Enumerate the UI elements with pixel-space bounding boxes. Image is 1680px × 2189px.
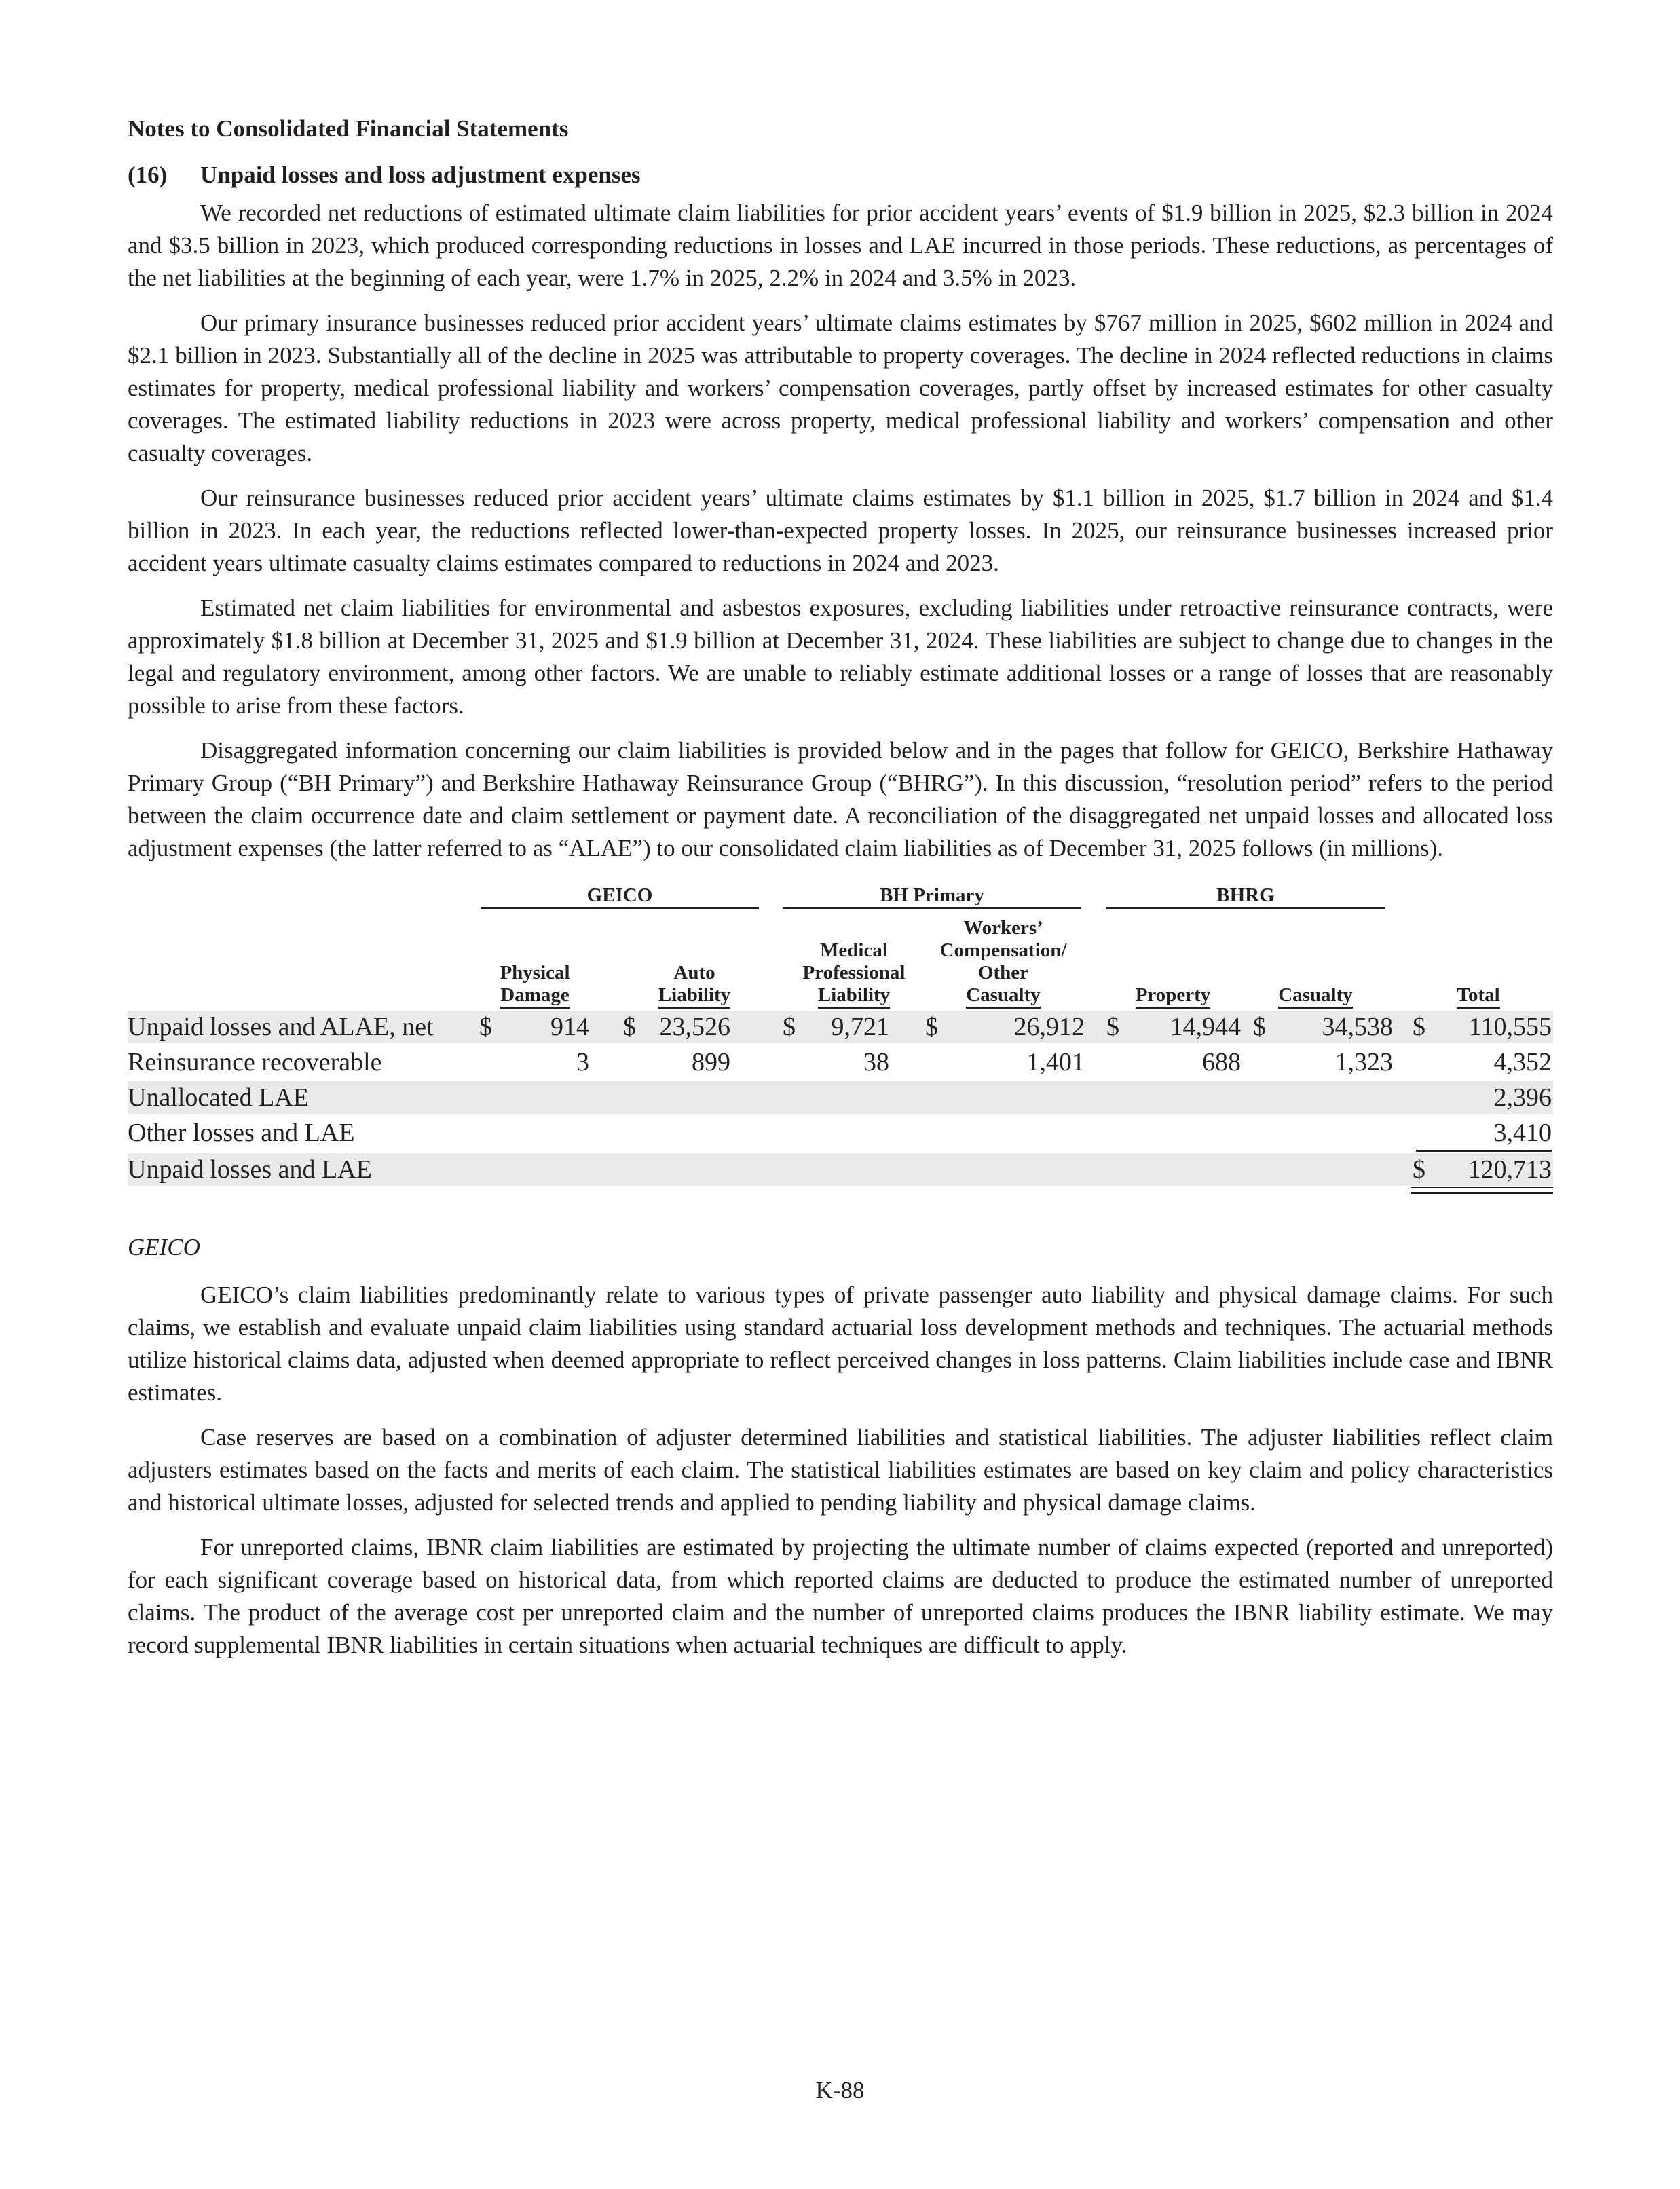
currency-symbol: $ [783, 1013, 796, 1041]
column-headers [128, 908, 1553, 1009]
table-row [128, 1117, 1553, 1149]
currency-symbol: $ [1413, 1155, 1425, 1184]
value-workers-comp: 1,401 [1026, 1048, 1085, 1077]
currency-symbol: $ [623, 1013, 636, 1041]
group-header-bhrg: BHRG [1106, 884, 1385, 909]
column-header-medical-professional-liability: Medical Professional Liability [783, 939, 925, 1009]
column-header-physical-damage: Physical Damage [487, 962, 582, 1009]
paragraph: For unreported claims, IBNR claim liabilities are estimated by projecting the ultimate number of claims expected (reported and unreported) for each significant coverage based on historical data, from which reported claims are deducted to produce the estimated number of unreported claims. The product of the average cost per unreported claim and the number of unreported claims produces the IBNR liability estimate. We may record supplemental IBNR liabilities in certain situations when actuarial techniques are difficult to apply. [128, 1534, 1553, 1658]
row-label: Unpaid losses and LAE [128, 1155, 372, 1184]
currency-symbol: $ [1253, 1013, 1266, 1041]
currency-symbol: $ [1413, 1013, 1425, 1041]
table-row [128, 1011, 1553, 1043]
page [128, 114, 1553, 1674]
paragraph: Case reserves are based on a combination of adjuster determined liabilities and statistical liabilities. The adjuster liabilities reflect claim adjusters estimates based on the facts and merits of each claim. The statistical liabilities estimates are based on key claim and policy characteristics and historical ultimate losses, adjusted for selected trends and applied to pending liability and physical damage claims. [128, 1424, 1553, 1516]
claim-liabilities-table [128, 877, 1553, 1216]
subheading-geico: GEICO [128, 1234, 200, 1260]
value-medical-professional: 9,721 [831, 1013, 889, 1041]
column-header-total: Total [1411, 984, 1546, 1009]
table-row [128, 1153, 1553, 1186]
value-auto-liability: 899 [692, 1048, 730, 1077]
paragraph: Estimated net claim liabilities for environmental and asbestos exposures, excluding liabilities under retroactive reinsurance contracts, were approximately $1.8 billion at December 31, 2025 and $1.9 billion at December 31, 2024. These liabilities are subject to change due to changes in the legal and regulatory environment, among other factors. We are unable to reliably estimate additional losses or a range of losses that are reasonably possible to arise from these factors. [128, 595, 1553, 719]
grand-total-double-rule [1411, 1187, 1553, 1194]
value-total: 4,352 [1493, 1048, 1552, 1077]
paragraph: Our reinsurance businesses reduced prior accident years’ ultimate claims estimates by $1.1 billion in 2025, $1.7 billion in 2024 and $1.4 billion in 2023. In each year, the reductions reflected lower-than-expected property losses. In 2025, our reinsurance businesses increased prior accident years ultimate casualty claims estimates compared to reductions in 2024 and 2023. [128, 485, 1553, 576]
section-number: (16) [128, 162, 168, 188]
section-title [128, 160, 1553, 190]
value-physical-damage: 914 [550, 1013, 589, 1041]
group-header-geico: GEICO [481, 884, 759, 909]
row-label: Unpaid losses and ALAE, net [128, 1013, 434, 1041]
value-total: 120,713 [1468, 1155, 1552, 1184]
page-number: K-88 [815, 2077, 865, 2103]
currency-symbol: $ [479, 1013, 492, 1041]
currency-symbol: $ [1106, 1013, 1119, 1041]
section-heading: Unpaid losses and loss adjustment expenses [200, 162, 641, 188]
value-medical-professional: 38 [863, 1048, 889, 1077]
value-auto-liability: 23,526 [659, 1013, 730, 1041]
table-row [128, 1046, 1553, 1079]
paragraph: Disaggregated information concerning our claim liabilities is provided below and in the pages that follow for GEICO, Berkshire Hathaway Primary Group (“BH Primary”) and Berkshire Hathaway Reinsurance Group (“BHRG”). In this discussion, “resolution period” refers to the period between the claim occurrence date and claim settlement or payment date. A reconciliation of the disaggregated net unpaid losses and allocated loss adjustment expenses (the latter referred to as “ALAE”) to our consolidated claim liabilities as of December 31, 2025 follows (in millions). [128, 737, 1553, 861]
value-physical-damage: 3 [576, 1048, 589, 1077]
value-property: 688 [1202, 1048, 1241, 1077]
paragraph: We recorded net reductions of estimated ultimate claim liabilities for prior accident years’ events of $1.9 billion in 2025, $2.3 billion in 2024 and $3.5 billion in 2023, which produced corresponding reductions in losses and LAE incurred in those periods. These reductions, as percentages of the net liabilities at the beginning of each year, were 1.7% in 2025, 2.2% in 2024 and 3.5% in 2023. [128, 200, 1553, 291]
paragraph: GEICO’s claim liabilities predominantly relate to various types of private passenger auto liability and physical damage claims. For such claims, we establish and evaluate unpaid claim liabilities using standard actuarial loss development methods and techniques. The actuarial methods utilize historical claims data, adjusted when deemed appropriate to reflect perceived changes in loss patterns. Claim liabilities include case and IBNR estimates. [128, 1281, 1553, 1406]
column-header-property: Property [1105, 984, 1241, 1009]
column-header-workers-compensation: Workers’ Compensation/ Other Casualty [922, 917, 1085, 1009]
value-casualty: 34,538 [1322, 1013, 1393, 1041]
column-header-auto-liability: Auto Liability [643, 962, 745, 1009]
value-total: 2,396 [1493, 1083, 1552, 1112]
group-header-bh-primary: BH Primary [783, 884, 1081, 909]
currency-symbol: $ [925, 1013, 938, 1041]
value-total: 3,410 [1493, 1119, 1552, 1147]
row-label: Reinsurance recoverable [128, 1048, 382, 1077]
row-label: Other losses and LAE [128, 1119, 355, 1147]
subtotal-rule [1416, 1150, 1552, 1152]
value-casualty: 1,323 [1334, 1048, 1393, 1077]
row-label: Unallocated LAE [128, 1083, 309, 1112]
value-total: 110,555 [1468, 1013, 1552, 1041]
paragraph: Our primary insurance businesses reduced prior accident years’ ultimate claims estimates by $767 million in 2025, $602 million in 2024 and $2.1 billion in 2023. Substantially all of the decline in 2025 was attributable to property coverages. The decline in 2024 reflected reductions in claims estimates for property, medical professional liability and workers’ compensation coverages, partly offset by increased estimates for other casualty coverages. The estimated liability reductions in 2023 were across property, medical professional liability and workers’ compensation and other casualty coverages. [128, 310, 1553, 466]
column-header-casualty: Casualty [1248, 984, 1383, 1009]
table-row [128, 1081, 1553, 1114]
value-property: 14,944 [1170, 1013, 1241, 1041]
value-workers-comp: 26,912 [1013, 1013, 1085, 1041]
page-header: Notes to Consolidated Financial Statements [128, 115, 569, 142]
